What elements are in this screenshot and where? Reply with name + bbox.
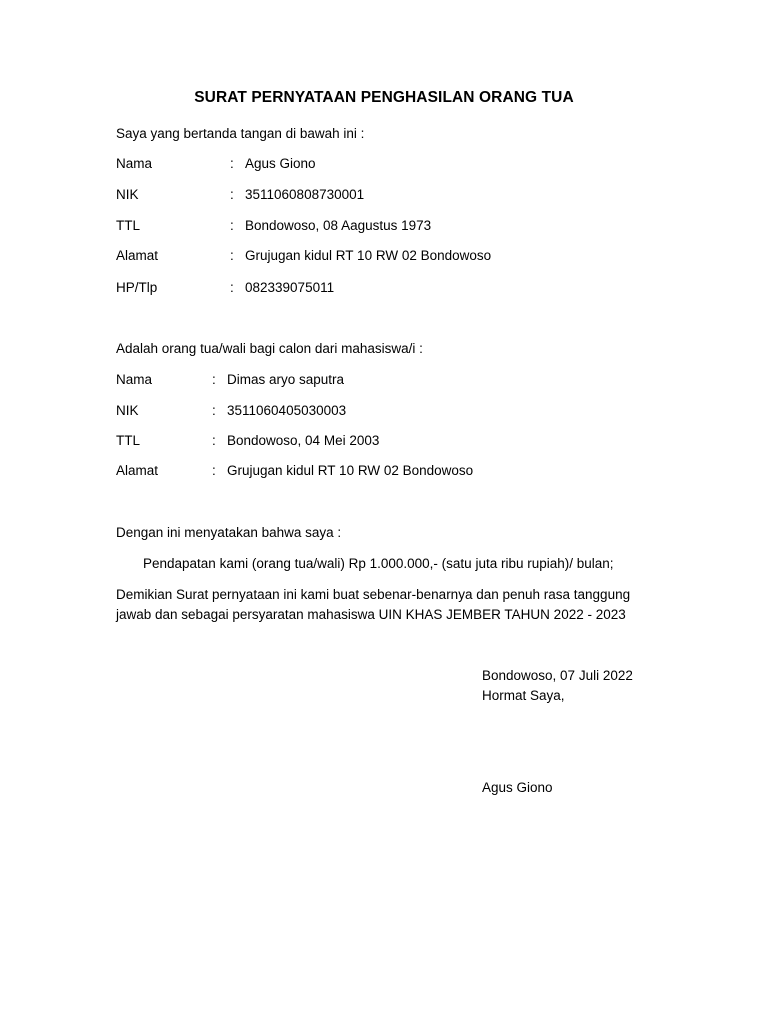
field-label: TTL xyxy=(116,433,141,448)
signer-name: Agus Giono xyxy=(482,780,553,795)
field-label: Nama xyxy=(116,372,153,387)
field-value: Grujugan kidul RT 10 RW 02 Bondowoso xyxy=(245,248,492,263)
field-value: 3511060808730001 xyxy=(245,187,365,202)
statement-intro-text: Dengan ini menyatakan bahwa saya : xyxy=(116,525,342,540)
regards-text: Hormat Saya, xyxy=(482,688,565,703)
place-date: Bondowoso, 07 Juli 2022 xyxy=(482,668,633,683)
field-separator: : xyxy=(212,372,216,387)
field-value: Bondowoso, 08 Aagustus 1973 xyxy=(245,218,432,233)
field-label: Alamat xyxy=(116,248,159,263)
field-separator: : xyxy=(230,187,234,202)
field-separator: : xyxy=(230,248,234,263)
field-separator: : xyxy=(212,433,216,448)
closing-paragraph: Demikian Surat pernyataan ini kami buat sebenar-benarnya dan penuh rasa tanggung jawab dan sebagai persyaratan mahasiswa UIN KHAS JEMBER TAHUN 2022 - 2023 xyxy=(116,587,631,622)
field-label: HP/Tlp xyxy=(116,280,158,295)
page-title: SURAT PERNYATAAN PENGHASILAN ORANG TUA xyxy=(194,89,574,106)
field-separator: : xyxy=(230,280,234,295)
field-separator: : xyxy=(212,403,216,418)
field-value: Bondowoso, 04 Mei 2003 xyxy=(227,433,380,448)
field-separator: : xyxy=(230,156,234,171)
field-label: NIK xyxy=(116,187,139,202)
student-intro-text: Adalah orang tua/wali bagi calon dari mahasiswa/i : xyxy=(116,341,423,356)
field-value: 3511060405030003 xyxy=(227,403,347,418)
field-label: TTL xyxy=(116,218,141,233)
field-separator: : xyxy=(230,218,234,233)
field-label: Nama xyxy=(116,156,153,171)
field-label: Alamat xyxy=(116,463,159,478)
field-value: Dimas aryo saputra xyxy=(227,372,345,387)
income-statement: Pendapatan kami (orang tua/wali) Rp 1.000.000,- (satu juta ribu rupiah)/ bulan; xyxy=(143,556,614,571)
field-value: Agus Giono xyxy=(245,156,316,171)
field-value: Grujugan kidul RT 10 RW 02 Bondowoso xyxy=(227,463,474,478)
intro-text: Saya yang bertanda tangan di bawah ini : xyxy=(116,126,365,141)
field-value: 082339075011 xyxy=(245,280,335,295)
field-separator: : xyxy=(212,463,216,478)
field-label: NIK xyxy=(116,403,139,418)
